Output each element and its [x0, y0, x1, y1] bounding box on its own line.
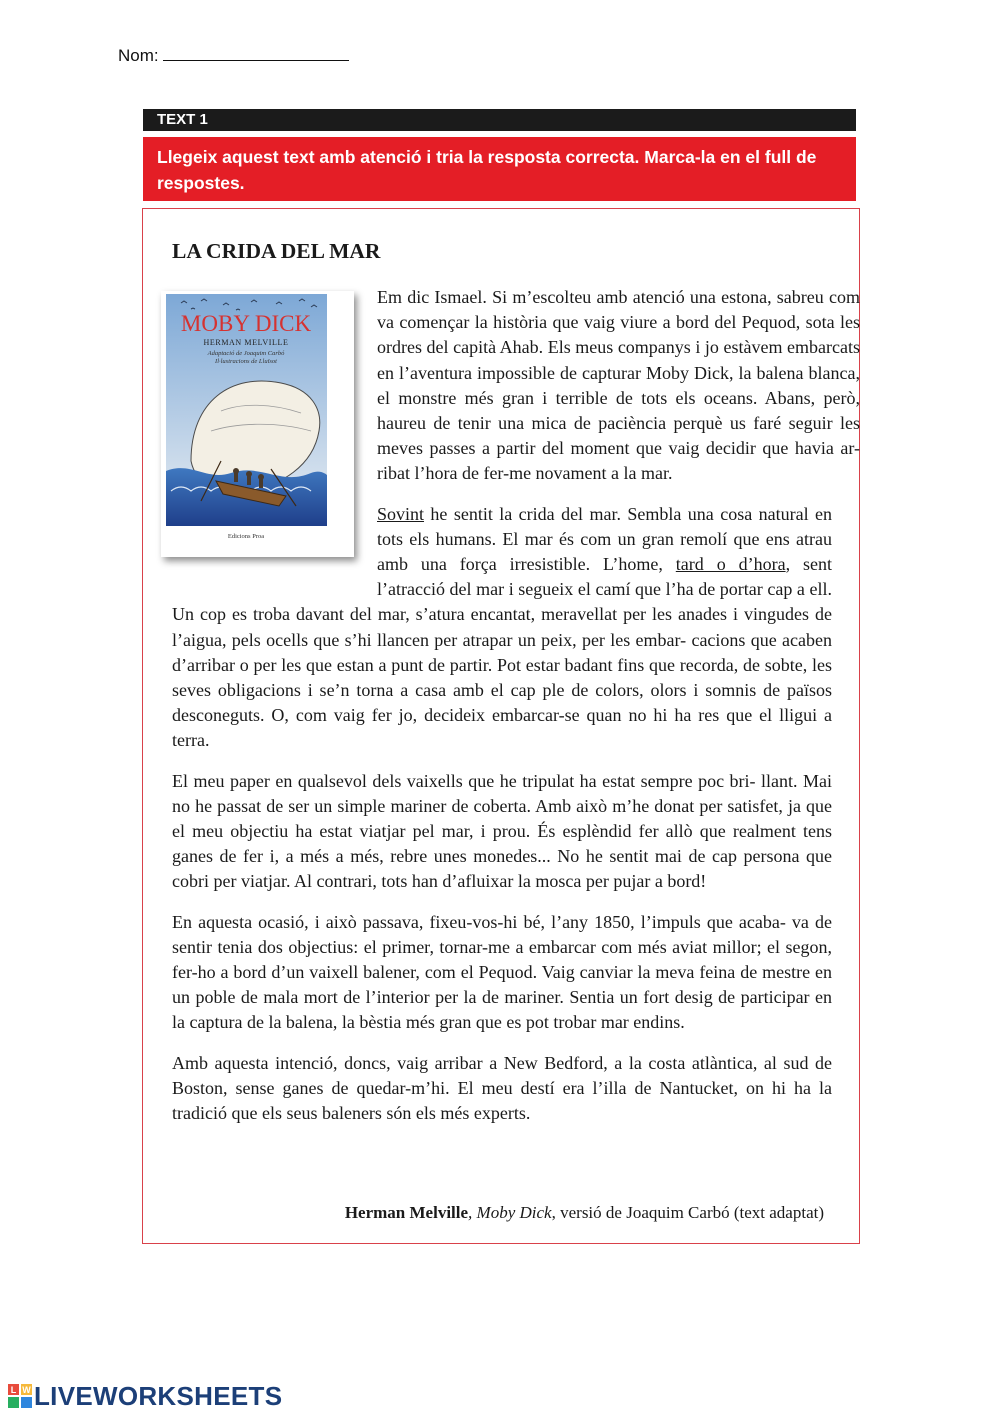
svg-text:L: L: [10, 1385, 17, 1395]
name-blank-line[interactable]: [163, 46, 349, 61]
name-label: Nom:: [118, 46, 159, 65]
liveworksheets-logo[interactable]: [8, 1381, 282, 1411]
source-credit: [345, 1203, 824, 1223]
svg-text:W: W: [22, 1385, 31, 1395]
article-body: [172, 285, 860, 1126]
article-box: [142, 208, 860, 1244]
cover-adaptation: Adaptació de Joaquim Carbó: [207, 350, 285, 357]
cover-illustrations: Il·lustracions de Lluïsot: [215, 358, 277, 365]
instruction-bar: Llegeix aquest text amb atenció i tria la resposta correcta. Marca-la en el full de respostes.: [143, 137, 856, 201]
cover-author: HERMAN MELVILLE: [203, 338, 289, 347]
underlined-phrase-tard-o-dhora: tard o d’hora: [675, 554, 786, 575]
liveworksheets-logo-icon: [8, 1384, 32, 1408]
credit-separator: ,: [468, 1203, 477, 1222]
cover-float-spacer: [172, 285, 377, 586]
cover-title: MOBY DICK: [180, 311, 312, 336]
paragraph-1: Em dic Ismael. Si m’escolteu amb atenció una estona, sabreu com va començar la història que vaig viure a bord del Pequod, sota les ordres del capità Ahab. Els meus companys i jo estàvem embarcats en l’aventura impossible de capturar Moby Dick, la balena blanca, el monstre més gran i terrible de tots els oceans. Abans, però, haureu de tenir una mica de paciència perquè us faré seguir les meves passes a partir del moment que vaig decidir que havia ar- ribat l’hora de fer-me novament a la mar.: [377, 287, 860, 484]
paragraph-2-part-1: he sentit la crida del mar. Sembla una cosa natural en tots els humans. El mar és com un gran remolí que ens atrau amb una força irresistible. L’home,: [377, 503, 832, 575]
underlined-word-sovint: Sovint: [377, 503, 425, 524]
credit-author: Herman Melville: [344, 1203, 469, 1222]
paragraph-2-part-2: , sent l’atracció del mar i segueix el camí que l’ha de portar cap a ell. Un cop es troba davant del mar, s’atura encantat, meravellat per les anades i vingudes de l’aigua, pels ocells que s’hi llancen per atrapar un peix, per les embar- cacions que acaben d’arribar o per les que estan a punt de partir. Pot estar badant fins que recorda, de sobte, les seves obligacions i se’n torna a casa amb el cap ple de colors, olors i somnis de països desconeguts. O, com vaig fer jo, decideix embarcar-se quan no hi ha res que el lligui a terra.: [172, 554, 832, 751]
section-label-bar: TEXT 1: [143, 109, 856, 131]
paragraph-4: En aquesta ocasió, i això passava, fixeu-vos-hi bé, l’any 1850, l’impuls que acaba- va de sentir tenia dos objectius: el primer, tornar-me a embarcar com més aviat millor; el segon, fer-ho a bord d’un vaixell balener, com el Pequod. Vaig canviar la meva feina de mestre en un poble de mala mort de l’interior per la de mariner. Sentia un fort desig de participar en la captura de la balena, la bèstia més gran que es pot trobar mar endins.: [172, 911, 832, 1033]
cover-publisher: Edicions Proa: [227, 533, 265, 540]
name-field: [118, 46, 349, 66]
paragraph-5: Amb aquesta intenció, doncs, vaig arribar a New Bedford, a la costa atlàntica, al sud de Boston, sense ganes de quedar-m’hi. El meu destí era l’illa de Nantucket, on hi ha la tradició que els seus baleners són els més experts.: [172, 1052, 832, 1124]
article-title: LA CRIDA DEL MAR: [172, 239, 381, 263]
paragraph-3: El meu paper en qualsevol dels vaixells que he tripulat ha estat sempre poc bri- llant. Mai no he passat de ser un simple mariner de coberta. Amb això m’he donat per satisfet, ja que el meu objectiu ha estat viatjar pel mar, i prou. És esplèndid fer allò que realment tens ganes de fer i, a més a més, rebre unes monedes... No he sentit mai de cap persona que cobri per viatjar. Al contrari, tots han d’afluixar la mosca per pujar a bord!: [172, 770, 832, 892]
credit-work: Moby Dick: [476, 1203, 552, 1222]
liveworksheets-logo-text: LIVEWORKSHEETS: [34, 1380, 283, 1411]
credit-rest: , versió de Joaquim Carbó (text adaptat): [551, 1203, 824, 1222]
